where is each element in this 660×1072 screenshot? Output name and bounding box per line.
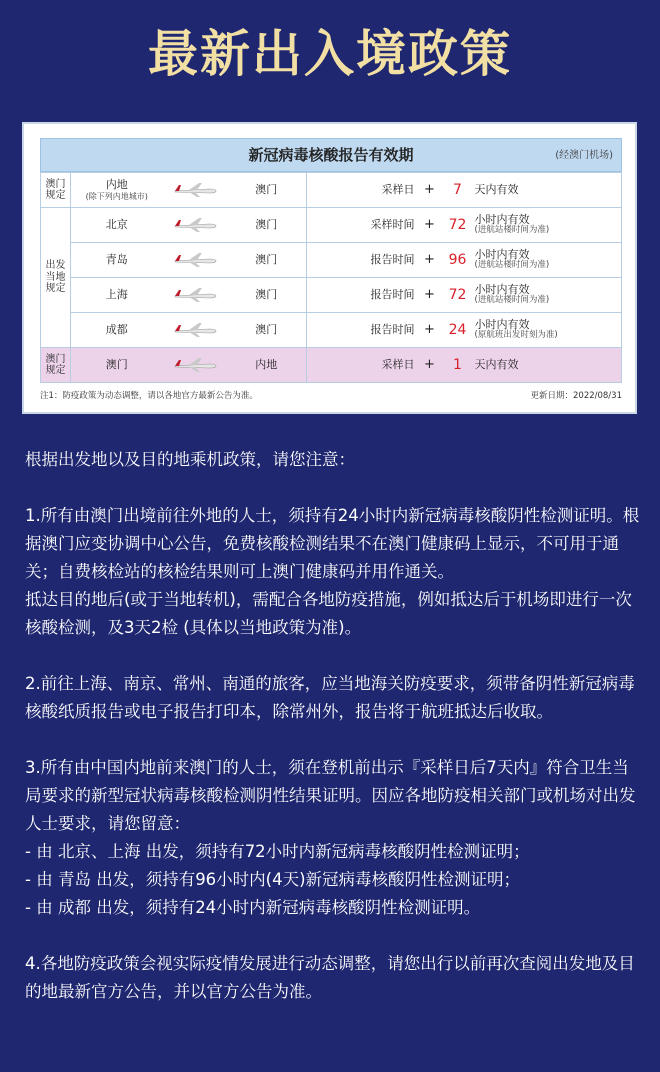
airplane-icon	[163, 313, 227, 348]
validity-number: 96	[441, 243, 475, 278]
table-row	[41, 313, 622, 348]
destination-city: 澳门	[227, 278, 307, 313]
validity-note: (进航站楼时间为准)	[474, 225, 550, 236]
footnote: 注1：防疫政策为动态调整，请以各地官方最新公告为准。	[40, 391, 258, 401]
table-row	[41, 173, 622, 208]
time-basis: 报告时间	[307, 243, 419, 278]
table-heading-note: (经澳门机场)	[555, 150, 613, 161]
origin-city: 北京	[71, 208, 163, 243]
destination-city: 澳门	[227, 173, 307, 208]
airplane-icon	[163, 348, 227, 383]
intro-paragraph: 根据出发地以及目的地乘机政策，请您注意：	[25, 450, 355, 469]
paragraph-2: 2.前往上海、南京、常州、南通的旅客，应当地海关防疫要求，须带备阴性新冠病毒核酸纸质报告或电子报告打印本，除常州外，报告将于航班抵达后收取。	[25, 674, 635, 721]
airplane-icon	[163, 278, 227, 313]
destination-city: 内地	[227, 348, 307, 383]
plus-sign: +	[419, 348, 441, 383]
group-label: 澳门规定	[41, 348, 71, 383]
destination-city: 澳门	[227, 313, 307, 348]
time-basis: 报告时间	[307, 313, 419, 348]
validity-text: 小时内有效	[474, 282, 530, 296]
origin-city: 澳门	[71, 348, 163, 383]
policy-table-card	[22, 122, 637, 414]
time-basis: 采样时间	[307, 208, 419, 243]
validity-number: 72	[441, 208, 475, 243]
paragraph-4: 4.各地防疫政策会视实际疫情发展进行动态调整，请您出行以前再次查阅出发地及目的地最新官方公告，并以官方公告为准。	[25, 954, 635, 1001]
table-header	[40, 138, 622, 172]
validity-cell	[475, 208, 622, 243]
validity-note: (原航班出发时刻为准)	[474, 330, 558, 341]
validity-text: 小时内有效	[474, 247, 530, 261]
origin-note: (除下列内地城市)	[85, 191, 148, 201]
time-basis: 采样日	[307, 173, 419, 208]
validity-text: 小时内有效	[474, 317, 530, 331]
airplane-icon	[163, 208, 227, 243]
paragraph-3: 3.所有由中国内地前来澳门的人士，须在登机前出示『采样日后7天内』符合卫生当局要求的新型冠状病毒核酸检测阴性结果证明。因应各地防疫相关部门或机场对出发人士要求，请您留意：	[25, 758, 636, 833]
origin-city: 上海	[71, 278, 163, 313]
table-row	[41, 243, 622, 278]
table-row	[41, 208, 622, 243]
destination-city: 澳门	[227, 208, 307, 243]
group-label: 出发当地规定	[41, 208, 71, 348]
paragraph-1-continued: 抵达目的地后(或于当地转机)，需配合各地防疫措施，例如抵达后于机场即进行一次核酸检测，及3天2检 (具体以当地政策为准)。	[25, 590, 632, 637]
validity-note: (进航站楼时间为准)	[474, 295, 550, 306]
list-item: - 由 北京、上海 出发，须持有72小时内新冠病毒核酸阴性检测证明；	[25, 842, 530, 861]
table-heading: 新冠病毒核酸报告有效期	[248, 146, 414, 164]
page-title: 最新出入境政策	[148, 25, 512, 83]
list-item: - 由 青岛 出发，须持有96小时内(4天)新冠病毒核酸阴性检测证明；	[25, 870, 521, 889]
updated-date: 更新日期：2022/08/31	[530, 391, 622, 401]
validity-cell	[475, 313, 622, 348]
table-row	[41, 348, 622, 383]
validity-cell	[475, 173, 622, 208]
group-label: 澳门规定	[41, 173, 71, 208]
validity-number: 1	[441, 348, 475, 383]
list-item: - 由 成都 出发，须持有24小时内新冠病毒核酸阴性检测证明。	[25, 898, 481, 917]
table-row	[41, 278, 622, 313]
time-basis: 报告时间	[307, 278, 419, 313]
validity-cell	[475, 243, 622, 278]
airplane-icon	[163, 243, 227, 278]
policy-table	[40, 172, 622, 383]
plus-sign: +	[419, 313, 441, 348]
validity-text: 天内有效	[474, 357, 519, 371]
validity-cell	[475, 348, 622, 383]
origin-cell	[71, 173, 163, 208]
validity-number: 7	[441, 173, 475, 208]
origin-city: 成都	[71, 313, 163, 348]
validity-text: 天内有效	[474, 182, 519, 196]
time-basis: 采样日	[307, 348, 419, 383]
table-footer	[40, 389, 622, 411]
plus-sign: +	[419, 173, 441, 208]
plus-sign: +	[419, 243, 441, 278]
origin-city: 青岛	[71, 243, 163, 278]
destination-city: 澳门	[227, 243, 307, 278]
validity-note: (进航站楼时间为准)	[474, 260, 550, 271]
origin-city: 内地	[105, 178, 128, 192]
validity-cell	[475, 278, 622, 313]
validity-number: 24	[441, 313, 475, 348]
airplane-icon	[163, 173, 227, 208]
plus-sign: +	[419, 278, 441, 313]
paragraph-1: 1.所有由澳门出境前往外地的人士，须持有24小时内新冠病毒核酸阴性检测证明。根据澳门应变协调中心公告，免费核酸检测结果不在澳门健康码上显示，不可用于通关；自费核检站的核检结果则可上澳门健康码并用作通关。	[25, 506, 640, 581]
notice-body	[25, 446, 640, 1006]
plus-sign: +	[419, 208, 441, 243]
validity-text: 小时内有效	[474, 212, 530, 226]
validity-number: 72	[441, 278, 475, 313]
